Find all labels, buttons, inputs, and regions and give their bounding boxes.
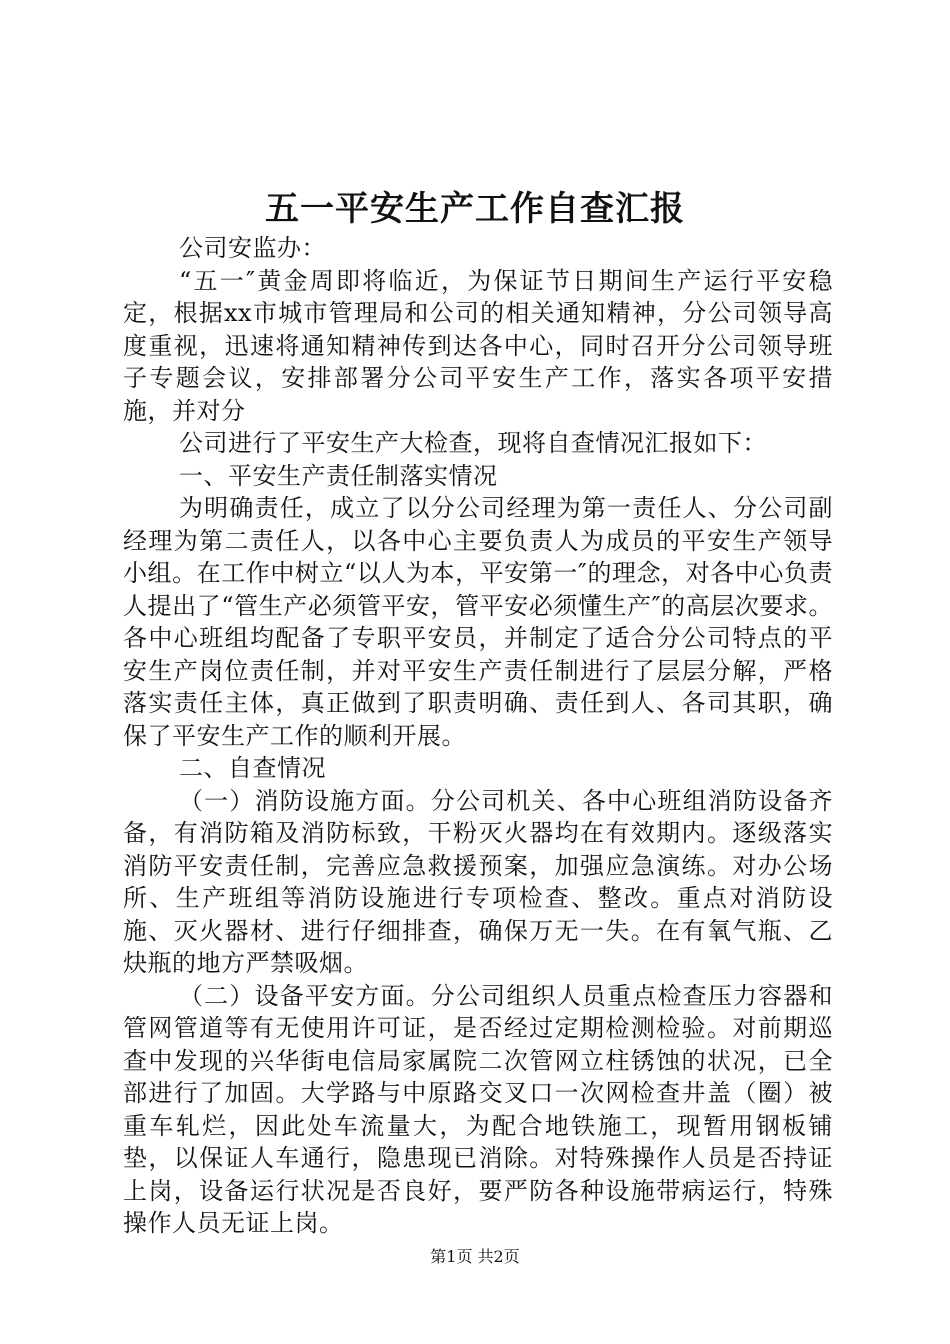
document-body: [123, 232, 833, 1240]
salutation: 公司安监办：: [179, 234, 326, 262]
equipment-safety-paragraph: （二）设备平安方面。分公司组织人员重点检查压力容器和管网管道等有无使用许可证，是否经过定期检测检验。对前期巡查中发现的兴华街电信局家属院二次管网立柱锈蚀的状况，已全部进行了加固。大学路与中原路交叉口一次网检查井盖（圈）被重车轧烂，因此处车流量大，为配合地铁施工，现暂用钢板铺垫，以保证人车通行，隐患现已消除。对特殊操作人员是否持证上岗，设备运行状况是否良好，要严防各种设施带病运行，特殊操作人员无证上岗。: [123, 981, 833, 1237]
section-1-paragraph: 为明确责任，成立了以分公司经理为第一责任人、分公司副经理为第二责任人，以各中心主要负责人为成员的平安生产领导小组。在工作中树立“以人为本，平安第一″的理念，对各中心负责人提出了“管生产必须管平安，管平安必须懂生产″的高层次要求。各中心班组均配备了专职平安员，并制定了适合分公司特点的平安生产岗位责任制，并对平安生产责任制进行了层层分解，严格落实责任主体，真正做到了职责明确、责任到人、各司其职，确保了平安生产工作的顺利开展。: [123, 494, 833, 750]
fire-safety-paragraph: （一）消防设施方面。分公司机关、各中心班组消防设备齐备，有消防箱及消防标致，干粉灭火器均在有效期内。逐级落实消防平安责任制，完善应急救援预案，加强应急演练。对办公场所、生产班组等消防设施进行专项检查、整改。重点对消防设施、灭火器材、进行仔细排查，确保万无一失。在有氧气瓶、乙炔瓶的地方严禁吸烟。: [123, 786, 833, 977]
intro-paragraph: “五一″黄金周即将临近，为保证节日期间生产运行平安稳定，根据xx市城市管理局和公司的相关通知精神，分公司领导高度重视，迅速将通知精神传到达各中心，同时召开分公司领导班子专题会议，安排部署分公司平安生产工作，落实各项平安措施，并对分: [123, 266, 833, 425]
section-heading-2: 二、自查情况: [179, 754, 326, 782]
section-heading-1: 一、平安生产责任制落实情况: [179, 461, 498, 490]
page-footer: 第1页 共2页: [430, 1247, 520, 1266]
intro-continuation: 公司进行了平安生产大检查，现将自查情况汇报如下：: [179, 429, 767, 457]
page-title: 五一平安生产工作自查汇报: [265, 189, 685, 229]
